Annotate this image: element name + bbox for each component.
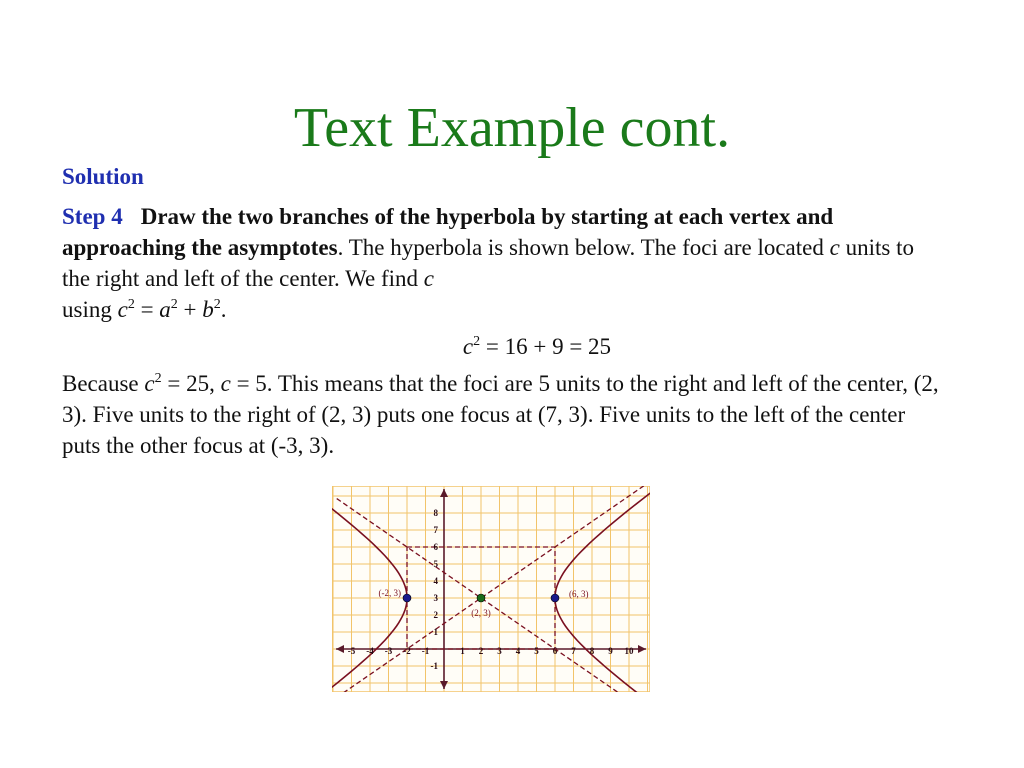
- var-c: c: [117, 297, 128, 322]
- y-tick-label: 4: [433, 576, 438, 586]
- solution-label: Solution: [62, 164, 144, 189]
- period: .: [220, 297, 227, 322]
- var-c: c: [144, 371, 155, 396]
- x-tick-label: -2: [403, 646, 411, 656]
- x-tick-label: -3: [384, 646, 393, 656]
- step-label: Step 4: [62, 204, 123, 229]
- exponent: 2: [213, 297, 221, 312]
- x-tick-label: -4: [366, 646, 374, 656]
- body-text: [62, 201, 942, 461]
- y-tick-label: 1: [433, 627, 438, 637]
- x-tick-label: -1: [421, 646, 430, 656]
- exponent: 2: [154, 371, 162, 386]
- point-marker: [403, 594, 411, 602]
- x-tick-label: 8: [589, 646, 595, 656]
- step-bold-text: Draw the two branches of the hyperbola by starting at each vertex and approaching the asymptotes: [62, 204, 834, 260]
- because-text-2: = 25,: [161, 371, 221, 396]
- y-tick-label: 2: [433, 610, 438, 620]
- x-tick-label: 7: [571, 646, 576, 656]
- exponent: 2: [127, 297, 135, 312]
- y-tick-label: 7: [433, 525, 438, 535]
- x-tick-label: 6: [552, 646, 558, 656]
- equals: =: [134, 297, 160, 322]
- x-tick-label: -5: [347, 646, 356, 656]
- point-label: (2, 3): [471, 608, 491, 618]
- hyperbola-graph: [332, 486, 650, 692]
- x-tick-label: 10: [624, 646, 634, 656]
- because-text-3: = 5. This means that the foci are 5 units to the right and left of the center, (2, 3). Five units to the right of (2, 3) puts one focus at (7, 3). Five units to the left of the center puts the other focus at (-3, 3).: [62, 371, 939, 458]
- y-tick-label: 8: [433, 508, 438, 518]
- step-text-3: using: [62, 297, 118, 322]
- y-tick-label: 3: [433, 593, 438, 603]
- y-tick-label: 6: [433, 542, 438, 552]
- equation-rest: = 16 + 9 = 25: [480, 334, 612, 359]
- y-tick-label: -1: [430, 661, 438, 671]
- point-marker: [551, 594, 559, 602]
- var-c: c: [423, 266, 434, 291]
- slide-title: Text Example cont.: [293, 97, 731, 159]
- plus: +: [177, 297, 203, 322]
- point-label: (-2, 3): [378, 588, 401, 598]
- var-b: b: [202, 297, 214, 322]
- exponent: 2: [170, 297, 178, 312]
- step-text-2: units to the right and left of the center. We find: [62, 235, 914, 291]
- var-c: c: [829, 235, 840, 260]
- point-label: (6, 3): [569, 589, 589, 599]
- exponent: 2: [473, 334, 481, 349]
- var-a: a: [159, 297, 171, 322]
- y-tick-label: 5: [433, 559, 438, 569]
- x-tick-label: 3: [497, 646, 502, 656]
- x-tick-label: 2: [478, 646, 484, 656]
- x-tick-label: 9: [608, 646, 613, 656]
- step-text-1: . The hyperbola is shown below. The foci are located: [337, 235, 830, 260]
- equation-line: [62, 331, 942, 362]
- x-tick-label: 1: [460, 646, 465, 656]
- x-tick-label: 5: [534, 646, 539, 656]
- because-text-1: Because: [62, 371, 145, 396]
- because-paragraph: [62, 368, 942, 461]
- step-paragraph: [62, 201, 942, 325]
- x-tick-label: 4: [515, 646, 521, 656]
- var-c: c: [462, 334, 474, 359]
- point-marker: [477, 594, 485, 602]
- var-c: c: [220, 371, 231, 396]
